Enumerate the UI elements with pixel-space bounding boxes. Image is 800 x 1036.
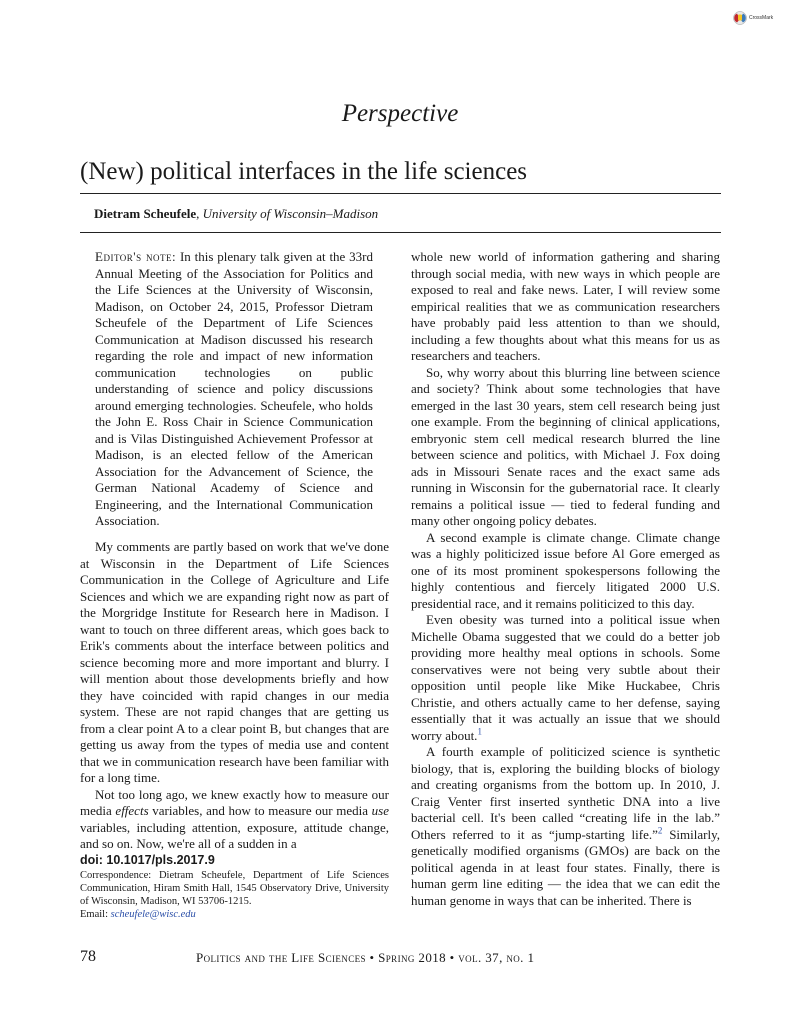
- left-paragraph-2: Not too long ago, we knew exactly how to measure our media effects variables, and how to measure our media use variables, including attention, exposure, attitude change, and so on. Now, we're all of a sudden in a: [80, 786, 389, 851]
- right-paragraph-1: whole new world of information gathering and sharing through social media, with new ways in which people are exposed to real and fake news. Later, I will review some empirical realities that we as communication researchers have probably paid less attention to than we should, including a few thoughts about what this means for us as researchers and teachers.: [411, 249, 720, 363]
- section-label: Perspective: [341, 100, 459, 127]
- author-affiliation: University of Wisconsin–Madison: [202, 206, 379, 221]
- running-head: Politics and the Life Sciences • Spring 2018 • vol. 37, no. 1: [196, 950, 535, 965]
- editor-note-text: In this plenary talk given at the 33rd Annual Meeting of the Association for Politics and the Life Sciences at the University of Wisconsin, Madison, on October 24, 2015, Professor Dietram Scheufele of the Department of Life Sciences Communication at Madison discussed his research regarding the role and impact of new information communication technologies on public understanding of science and policy discussions around emerging technologies. Scheufele, who holds the John E. Ross Chair in Science Communication and is Vilas Distinguished Achievement Professor at Madison, is an elected fellow of the American Association for the Advancement of Science, the German National Academy of Science and Engineering, and the International Communication Association.: [95, 249, 374, 528]
- author-rule: [80, 232, 721, 233]
- doi: doi: 10.1017/pls.2017.9: [80, 853, 215, 867]
- right-paragraph-4: Even obesity was turned into a political issue when Michelle Obama suggested that we could do a better job providing more healthy meal options in schools. Some conservatives were not being very subtle about their opposition until people like Mike Huckabee, Chris Christie, and others actually came to her defense, saying essentially that it was actually an issue that we should worry about.$^1$: [411, 612, 720, 743]
- editor-note-label: Editor's note:: [95, 249, 177, 264]
- author-line: Dietram Scheufele, University of Wisconsin–Madison: [94, 206, 379, 221]
- left-column-body: [80, 539, 389, 853]
- crossmark-badge[interactable]: [733, 10, 779, 26]
- editor-note: [95, 249, 373, 530]
- right-column-body: [411, 249, 720, 909]
- left-paragraph-1: My comments are partly based on work that we've done at Wisconsin in the Department of Life Sciences Communication in the College of Agriculture and Life Sciences and which we are expanding right now as part of the Morgridge Institute for Research here in Madison. I want to touch on three different areas, which goes back to Erik's comments about the interface between politics and science becoming more and more important and blurry. I will mention about those developments briefly and how they have coincided with rapid changes in our media system. These are not rapid changes that are getting us from a clear point A to a clear point B, but changes that are getting us away from the types of media use and content that we in communication research have been familiar with for a long time.: [80, 539, 389, 785]
- footnote-ref-1[interactable]: 1: [477, 726, 482, 737]
- right-paragraph-2: So, why worry about this blurring line between science and society? Think about some technologies that have emerged in the last 30 years, stem cell research being just one example. From the beginning of clinical applications, embryonic stem cell medical research blurred the line between science and politics, with Michael J. Fox doing ads in Missouri Senate races and the exact same ads running in Wisconsin for the gubernatorial race. It clearly remains a political issue — tied to federal funding and many other ongoing policy debates.: [411, 364, 720, 528]
- crossmark-icon: [733, 11, 747, 25]
- footnote-ref-2[interactable]: 2: [657, 825, 663, 836]
- title-rule: [80, 193, 721, 194]
- correspondence: Correspondence: Dietram Scheufele, Department of Life Sciences Communication, Hiram Smith Hall, 1545 Observatory Drive, University of Wisconsin, Madison, WI 53706-1215. Email: scheufele@wisc.edu: [80, 870, 389, 920]
- right-paragraph-3: A second example is climate change. Climate change was a highly politicized issue before Al Gore emerged as one of its most prominent spokespersons following the highly contentious and fiercely litigated 2000 U.S. presidential race, and it remains politicized to this day.: [411, 529, 720, 611]
- page-number: 78: [80, 948, 96, 965]
- email-link[interactable]: scheufele@wisc.edu: [110, 909, 196, 920]
- crossmark-label: CrossMark: [749, 15, 774, 21]
- right-paragraph-5: A fourth example of politicized science is synthetic biology, that is, exploring the building blocks of biology and creating organisms from the bottom up. In 2010, J. Craig Venter first inserted synthetic DNA into a live bacterial cell. It's been called “creating life in the lab.” Others referred to it as “jump-starting life.”$^2$ Similarly, genetically modified organisms (GMOs) are back on the political agenda in at least four states. Finally, there is human germ line editing — the idea that we can edit the human genome in ways that can be inherited. There is: [411, 744, 720, 908]
- author-name: Dietram Scheufele: [94, 206, 197, 221]
- article-title: (New) political interfaces in the life sciences: [80, 158, 528, 185]
